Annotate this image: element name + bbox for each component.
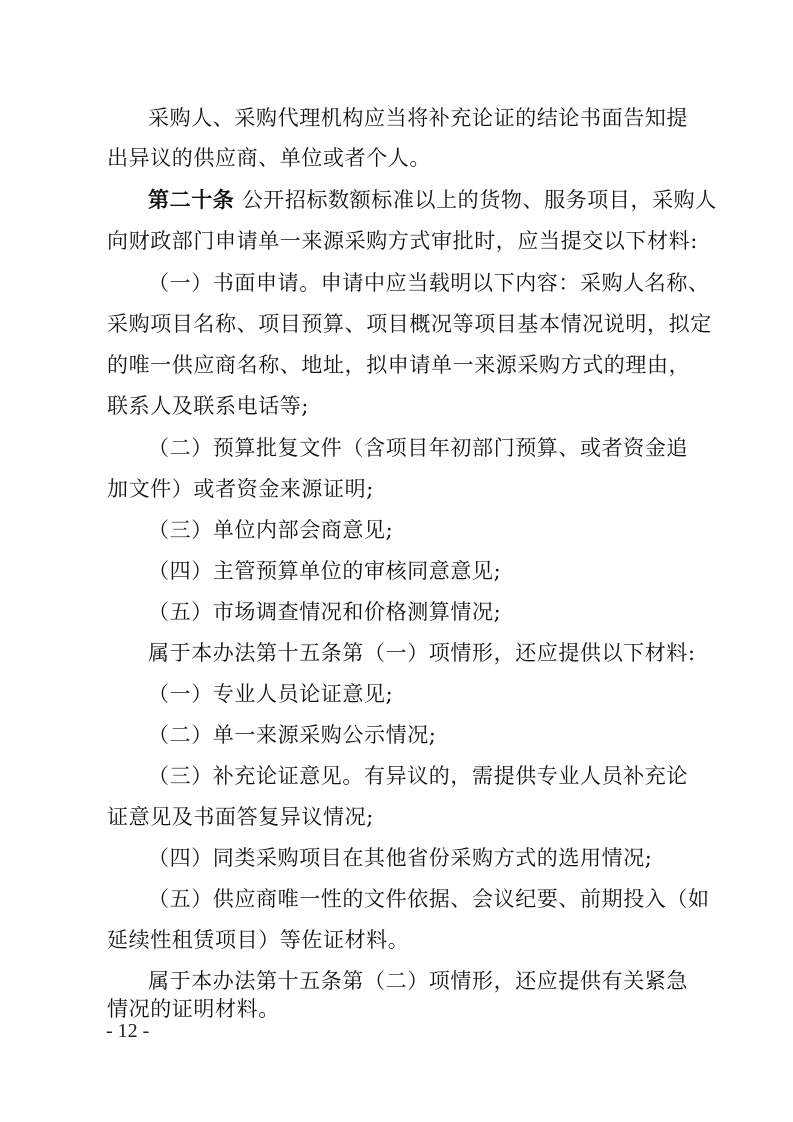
paragraph-line: （三）单位内部会商意见; [148,518,394,542]
paragraph-line: 延续性租赁项目）等佐证材料。 [107,928,410,952]
paragraph-line: 证意见及书面答复异议情况; [107,805,374,829]
paragraph-line: 采购人、采购代理机构应当将补充论证的结论书面告知提 [148,106,688,130]
paragraph-line: （四）主管预算单位的审核同意意见; [148,559,502,583]
paragraph-line: 情况的证明材料。 [107,997,280,1021]
paragraph-line: 联系人及联系电话等; [107,394,310,418]
article-number: 第二十条 [148,187,235,212]
paragraph-line: （四）同类采购项目在其他省份采购方式的选用情况; [148,846,653,870]
paragraph-line: （五）市场调查情况和价格测算情况; [148,600,502,624]
paragraph-line: （一）专业人员论证意见; [148,682,394,706]
paragraph-line: 的唯一供应商名称、地址，拟申请单一来源采购方式的理由， [107,353,691,377]
paragraph-line: （二）单一来源采购公示情况; [148,723,437,747]
paragraph-line: 采购项目名称、项目预算、项目概况等项目基本情况说明，拟定 [107,312,712,336]
paragraph-line: 出异议的供应商、单位或者个人。 [107,146,431,170]
article-20-line [148,185,717,215]
paragraph-line: （三）补充论证意见。有异议的，需提供专业人员补充论 [148,764,688,788]
paragraph-line: （二）预算批复文件（含项目年初部门预算、或者资金追 [148,436,688,460]
paragraph-line: （一）书面申请。申请中应当载明以下内容：采购人名称、 [148,271,710,295]
paragraph-line: （五）供应商唯一性的文件依据、会议纪要、前期投入（如 [148,887,710,911]
paragraph-line: 加文件）或者资金来源证明; [107,477,374,501]
page-number: - 12 - [106,1020,150,1042]
article-text: 公开招标数额标准以上的货物、服务项目，采购人 [241,188,717,212]
paragraph-line: 向财政部门申请单一来源采购方式审批时，应当提交以下材料: [107,229,698,253]
paragraph-line: 属于本办法第十五条第（一）项情形，还应提供以下材料: [148,641,696,665]
paragraph-line: 属于本办法第十五条第（二）项情形，还应提供有关紧急 [148,969,688,993]
